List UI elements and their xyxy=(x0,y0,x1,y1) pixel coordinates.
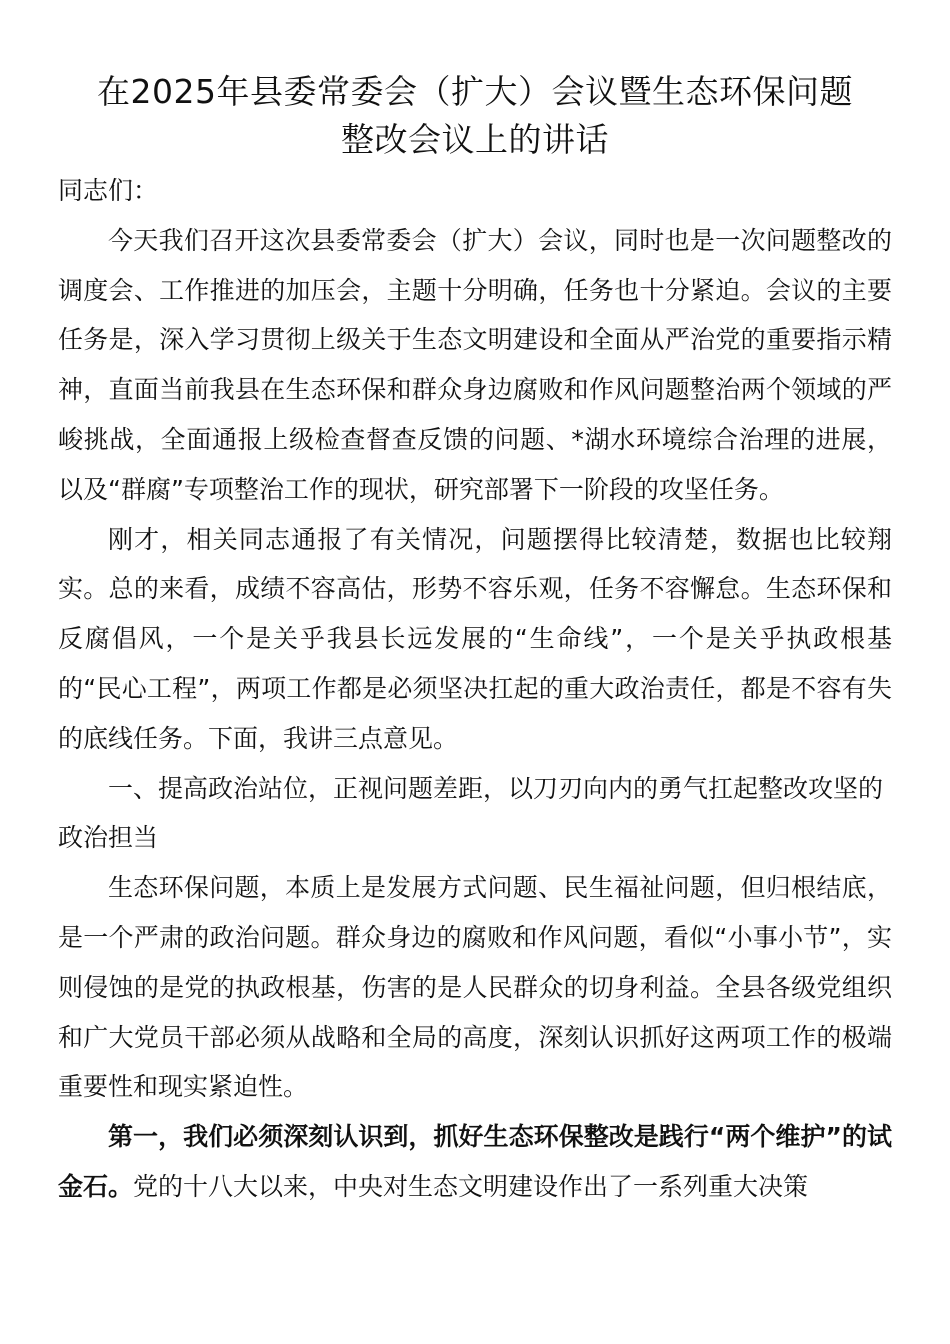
paragraph-3: 生态环保问题，本质上是发展方式问题、民生福祉问题，但归根结底，是一个严肃的政治问题。群众身边的腐败和作风问题，看似“小事小节”，实则侵蚀的是党的执政根基，伤害的是人民群众的切身利益。全县各级党组织和广大党员干部必须从战略和全局的高度，深刻认识抓好这两项工作的极端重要性和现实紧迫性。 xyxy=(58,873,892,1102)
paragraph-4-body: 党的十八大以来，中央对生态文明建设作出了一系列重大决策 xyxy=(133,1171,809,1201)
title-line-1: 在2025年县委常委会（扩大）会议暨生态环保问题 xyxy=(97,72,853,111)
document-page xyxy=(58,68,892,1212)
paragraph-1: 今天我们召开这次县委常委会（扩大）会议，同时也是一次问题整改的调度会、工作推进的加压会，主题十分明确，任务也十分紧迫。会议的主要任务是，深入学习贯彻上级关于生态文明建设和全面从严治党的重要指示精神，直面当前我县在生态环保和群众身边腐败和作风问题整治两个领域的严峻挑战，全面通报上级检查督查反馈的问题、*湖水环境综合治理的进展，以及“群腐”专项整治工作的现状，研究部署下一阶段的攻坚任务。 xyxy=(58,225,892,504)
paragraph-4 xyxy=(58,1112,892,1212)
document-title xyxy=(58,68,892,164)
section-heading-1: 一、提高政治站位，正视问题差距，以刀刃向内的勇气扛起整改攻坚的政治担当 xyxy=(58,773,884,853)
salutation: 同志们： xyxy=(58,176,159,205)
paragraph-2: 刚才，相关同志通报了有关情况，问题摆得比较清楚，数据也比较翔实。总的来看，成绩不容高估，形势不容乐观，任务不容懈怠。生态环保和反腐倡风，一个是关乎我县长远发展的“生命线”，一个是关乎执政根基的“民心工程”，两项工作都是必须坚决扛起的重大政治责任，都是不容有失的底线任务。下面，我讲三点意见。 xyxy=(58,524,892,753)
title-line-2: 整改会议上的讲话 xyxy=(341,120,609,159)
paragraph-4-lead: 第一，我们必须深刻认识到，抓好生态环保整改是践行“两个维护”的试金石。 xyxy=(58,1122,892,1201)
